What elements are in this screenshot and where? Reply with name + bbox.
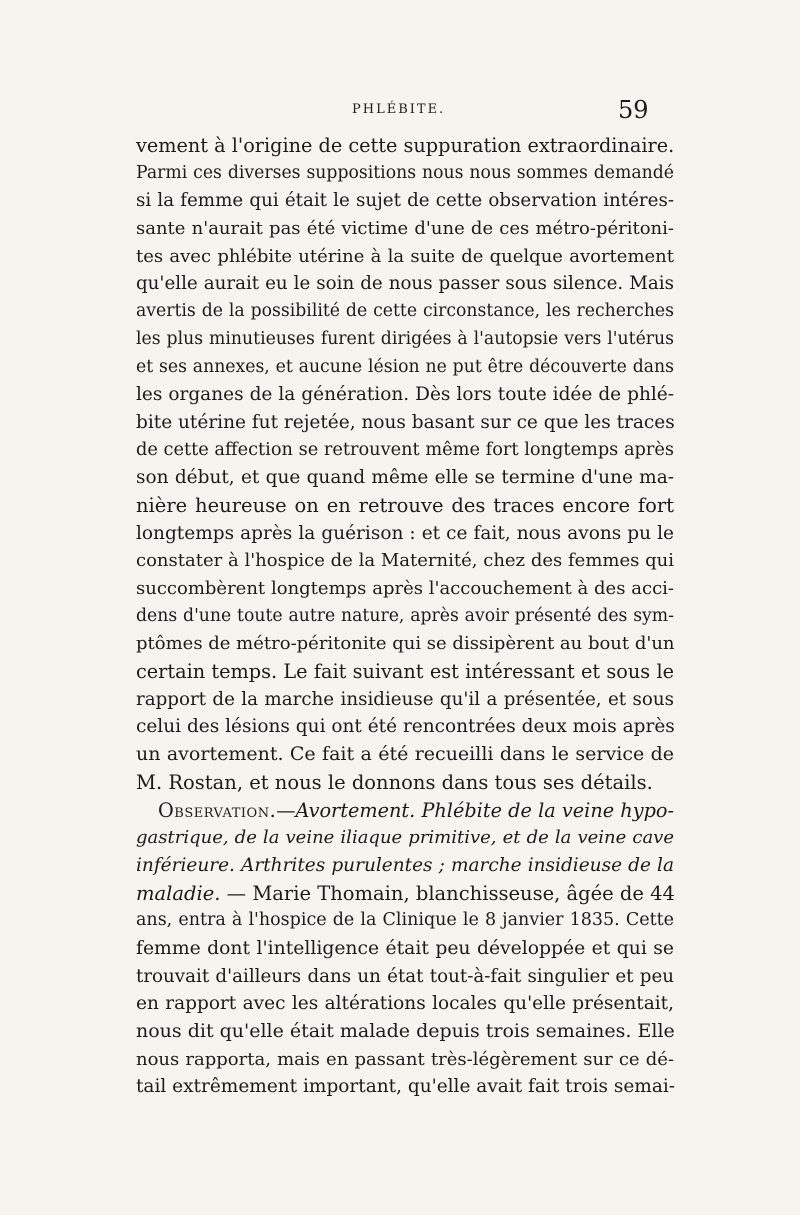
observation-title-line: gastrique, de la veine iliaque primitive, et de la veine cave <box>136 827 674 849</box>
text-line: de cette affection se retrouvent même fort longtemps après <box>136 439 674 460</box>
observation-text-line: femme dont l'intelligence était peu développée et qui se <box>136 937 674 959</box>
text-line: Parmi ces diverses suppositions nous nous sommes demandé <box>136 162 674 183</box>
text-line: certain temps. Le fait suivant est intéressant et sous le <box>136 660 674 684</box>
text-line: un avortement. Ce fait a été recueilli dans le service de <box>136 743 674 766</box>
text-line: son début, et que quand même elle se termine d'une ma- <box>136 467 674 489</box>
observation-text-line: trouvait d'ailleurs dans un état tout-à-fait singulier et peu <box>136 965 674 987</box>
text-line: succombèrent longtemps après l'accouchement à des acci- <box>136 578 674 599</box>
observation-heading-line <box>136 797 674 825</box>
running-head <box>0 98 800 128</box>
text-line: si la femme qui était le sujet de cette observation intéres- <box>136 190 674 212</box>
observation-text-line: nous rapporta, mais en passant très-légèrement sur ce dé- <box>136 1048 674 1070</box>
body-text <box>136 132 674 1101</box>
text-line: qu'elle aurait eu le soin de nous passer sous silence. Mais <box>136 273 674 295</box>
observation-title-end: maladie. <box>136 881 221 905</box>
observation-text-line: ans, entra à l'hospice de la Clinique le 8 janvier 1835. Cette <box>136 910 674 931</box>
text-line: bite utérine fut rejetée, nous basant sur ce que les traces <box>136 411 675 433</box>
text-line: avertis de la possibilité de cette circonstance, les recherches <box>136 301 674 322</box>
text-line: ptômes de métro-péritonite qui se dissipèrent au bout d'un <box>136 633 675 655</box>
text-line: rapport de la marche insidieuse qu'il a présentée, et sous <box>136 688 674 710</box>
observation-text-line: tail extrêmement important, qu'elle avait fait trois semai- <box>136 1076 676 1098</box>
text-line: tes avec phlébite utérine à la suite de quelque avortement <box>136 245 674 267</box>
observation-title-line: inférieure. Arthrites purulentes ; marche insidieuse de la <box>136 854 674 876</box>
observation-text-line: en rapport avec les altérations locales qu'elle présentait, <box>136 993 674 1015</box>
observation-title-line <box>136 880 674 908</box>
text-line: vement à l'origine de cette suppuration extraordinaire. <box>136 134 675 157</box>
page-number: 59 <box>618 96 649 124</box>
text-line: sante n'aurait pas été victime d'une de ces métro-péritoni- <box>136 218 674 240</box>
text-line: longtemps après la guérison : et ce fait, nous avons pu le <box>136 522 674 544</box>
observation-text-line: nous dit qu'elle était malade depuis trois semaines. Elle <box>136 1020 675 1042</box>
text-line: dens d'une toute autre nature, après avoir présenté des sym- <box>136 605 674 626</box>
observation-title: Avortement. Phlébite de la veine hypo- <box>295 798 674 822</box>
text-line: M. Rostan, et nous le donnons dans tous ses détails. <box>136 770 653 794</box>
running-title: PHLÉBITE. <box>352 102 446 117</box>
observation-dash: — <box>276 798 296 822</box>
observation-intro: — Marie Thomain, blanchisseuse, âgée de 44 <box>220 881 675 905</box>
text-line: celui des lésions qui ont été rencontrées deux mois après <box>136 716 675 738</box>
text-line: constater à l'hospice de la Maternité, chez des femmes qui <box>136 550 674 572</box>
text-line: et ses annexes, et aucune lésion ne put être découverte dans <box>136 356 674 377</box>
text-line: les organes de la génération. Dès lors toute idée de phlé- <box>136 384 674 406</box>
text-line: les plus minutieuses furent dirigées à l'autopsie vers l'utérus <box>136 328 674 349</box>
observation-label: Observation. <box>158 798 277 822</box>
text-line: nière heureuse on en retrouve des traces encore fort <box>136 493 674 517</box>
